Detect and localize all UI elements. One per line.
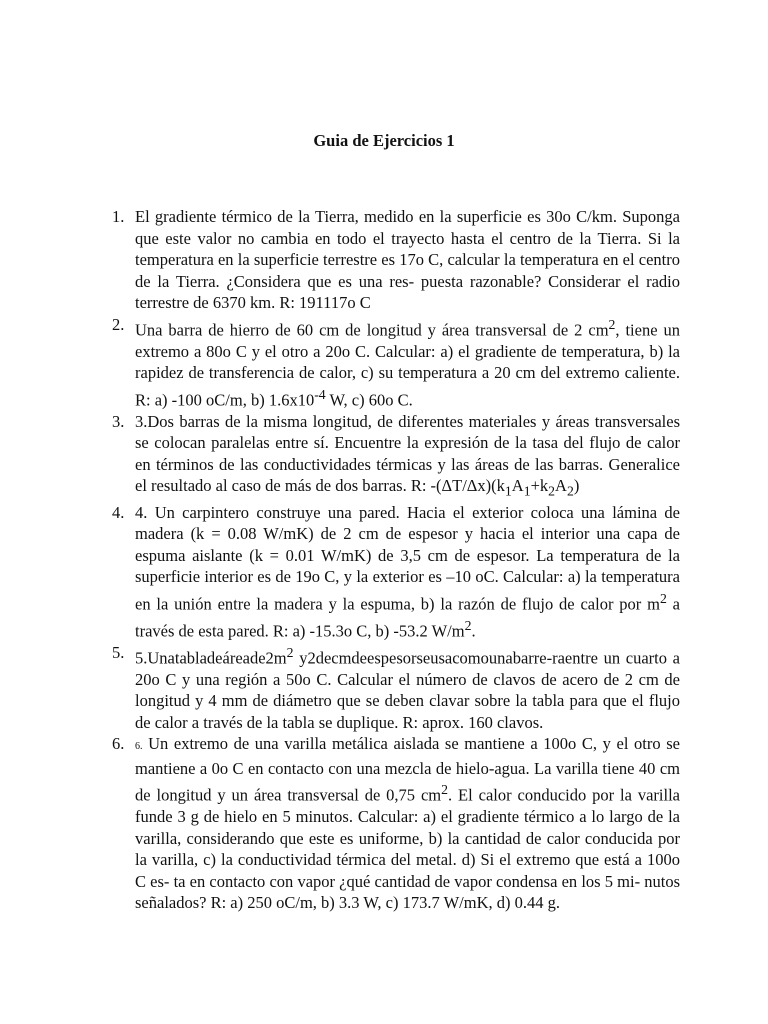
subscript: 1: [523, 483, 531, 499]
document-title: Guia de Ejercicios 1: [313, 131, 455, 150]
exercise-number: 2.: [112, 314, 125, 334]
superscript: 2: [464, 617, 472, 633]
superscript: 2: [441, 782, 449, 798]
text-run: Una barra de hierro de 60 cm de longitud y área transversal de 2 cm: [135, 320, 609, 339]
exercise-item: [98, 206, 680, 314]
text-run: a través de esta pared. R: a) -15.3o C, b) -53.2 W/m: [135, 594, 680, 641]
exercise-number: 6.: [112, 734, 125, 754]
exercise-text: [135, 411, 680, 502]
text-run: 3.Dos barras de la misma longitud, de diferentes materiales y áreas transversales se colocan paralelas entre sí. Encuentre la expresión de la tasa del flujo de calor en términos de las conductividades térmicas y las áreas de las barras. Generalice el resultado al caso de más de dos barras. R: -(ΔT/Δx)(k: [135, 411, 680, 495]
exercise-number: 1.: [112, 207, 125, 226]
exercise-text: [135, 642, 680, 734]
exercise-list: [98, 206, 680, 914]
exercise-item: [98, 733, 680, 914]
text-run: A: [511, 476, 524, 495]
text-run: +k: [530, 476, 549, 495]
text-run: .: [471, 621, 476, 641]
exercise-item: [98, 411, 680, 502]
text-run: y2decmdeespesorseusacomounabarre-raentre un cuarto a 20o C y una región a 50o C. Calcular el número de clavos de acero de 2 cm de longitud y 4 mm de diámetro que se deben clavar sobre la tabla para que el flujo de calor a través de la tabla se duplique. R: aprox. 160 clavos.: [135, 648, 680, 732]
text-run: 4. Un carpintero construye una pared. Hacia el exterior coloca una lámina de madera (k = 0.08 W/mK) de 2 cm de espesor y hacia el interior una capa de espuma aislante (k = 0.01 W/mK) de 3,5 cm de espesor. La temperatura de la superficie interior es de 19o C, y la exterior es –10 oC. Calcular: a) la temperatura en la unión entre la madera y la espuma, b) la razón de flujo de calor por m: [135, 502, 680, 614]
exercise-item: [98, 642, 680, 734]
exercise-text: [135, 206, 680, 314]
superscript: 2: [659, 590, 667, 606]
subscript: 2: [566, 483, 574, 499]
exercise-item: [98, 314, 680, 411]
exercise-number: 5.: [112, 642, 125, 662]
subscript: 1: [504, 483, 512, 499]
exercise-item: [98, 502, 680, 642]
superscript: -4: [314, 386, 326, 402]
text-run: ): [573, 476, 580, 495]
text-run: W, c) 60o C.: [325, 390, 413, 409]
text-run: El gradiente térmico de la Tierra, medido en la superficie es 30o C/km. Suponga que este valor no cambia en todo el trayecto hasta el centro de la Tierra. Si la temperatura en la superficie terrestre es 17o C, calcular la temperatura en el centro de la Tierra. ¿Considera que es una res- puesta razonable? Considerar el radio terrestre de 6370 km. R: 191117o C: [135, 207, 680, 312]
subscript: 2: [548, 483, 556, 499]
text-run: A: [555, 476, 567, 495]
exercise-number: 4.: [112, 502, 125, 522]
exercise-number: 3.: [112, 411, 125, 431]
exercise-text: [135, 502, 680, 642]
superscript: 2: [286, 644, 294, 660]
exercise-text: [135, 314, 680, 411]
text-run: 5.Unatabladeáreade2m: [135, 648, 287, 668]
superscript: 2: [608, 316, 616, 332]
exercise-text: [135, 733, 680, 914]
text-run: 6.: [135, 741, 143, 753]
text-run: . El calor conducido por la varilla funde 3 g de hielo en 5 minutos. Calcular: a) el gradiente térmico a lo largo de la varilla, considerando que este es uniforme, b) la cantidad de calor conducida por la varilla, c) la conductividad térmica del metal. d) Si el extremo que está a 100o C es- ta en contacto con vapor ¿qué cantidad de vapor condensa en los 5 mi- nutos señalados? R: a) 250 oC/m, b) 3.3 W, c) 173.7 W/mK, d) 0.44 g.: [135, 785, 681, 913]
text-run: , tiene un extremo a 80o C y el otro a 20o C. Calcular: a) el gradiente de temperatura, b) la rapidez de transferencia de calor, c) su temperatura a 20 cm del extremo caliente. R: a) -100 oC/m, b) 1.6x10: [135, 320, 680, 409]
text-run: Un extremo de una varilla metálica aislada se mantiene a 100o C, y el otro se mantiene a 0o C en contacto con una mezcla de hielo-agua. La varilla tiene 40 cm de longitud y un área transversal de 0,75 cm: [135, 734, 680, 805]
